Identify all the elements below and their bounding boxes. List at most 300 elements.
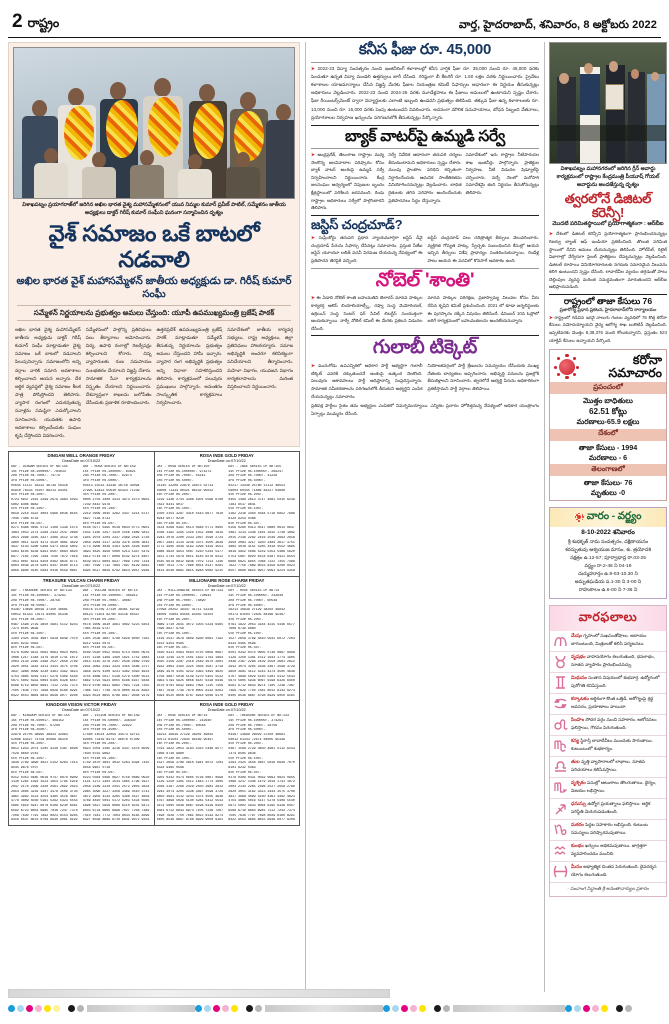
lottery-number-line: 1086 1217 1348 1479 1610 1741 1872 [228,780,295,785]
lottery-number-line: 6592 6723 6854 6985 7016 7247 7378 [11,808,78,813]
print-control-strip [8,989,390,998]
lottery-number-line: 5th Prize Rs.100/- [156,632,192,637]
lottery-number-line: 1129 1250 1381 1512 1643 1774 1905 [228,655,295,660]
lottery-number-line: 02217 13448 25760 37112 48553 [228,483,285,488]
lottery-number-line: 2036 2167 2298 2429 2550 2681 2812 [228,660,295,665]
fee-story [311,42,539,122]
lottery-number-line: 1st Prize Rs.100000/- 374291 [228,718,284,723]
lottery-number-line: 0271 0388 0465 0712 1108 1336 1574 [11,526,78,531]
lottery-number-line: 7953 8087 8214 8350 8492 8635 8771 [11,559,78,564]
lottery-number-line: 2943 3074 3205 3336 3467 3598 3729 [156,789,224,794]
lottery-number-line: 8944 9077 0210 [156,516,184,521]
lottery-number-line: 7596 8627 9758 [156,627,184,632]
lottery-number-line: 4th Prize Rs.200/- [11,493,47,498]
lottery-title: DINGAM WELL ORANGE FRIDAY [47,453,116,459]
lottery-number-line: 59004 60445 71886 83227 94668 [228,488,285,493]
cancer-icon [553,696,568,711]
lottery-number-line: 0923 1054 2185 3216 4347 5478 6509 [82,747,150,752]
lottery-number-line: DAY - KINGDOM SERIES Dr No:155 [11,714,70,719]
justice-headline: జస్టిస్ చంద్రచూడ్? [311,216,403,232]
lottery-number-line: 7498 7629 7750 7881 8012 8143 8274 [156,813,224,818]
lottery-number-line: 52096 63427 74758 85089 96310 [11,737,68,742]
gulabi-story [311,338,539,417]
lottery-number-line: 7608 8739 9860 [228,627,256,632]
lottery-results [8,451,300,826]
lottery-number-line: 3860 4011 4224 4372 4530 4661 4829 [11,540,78,545]
lottery-number-line: 6th Prize Rs.50/- [156,521,190,526]
aries-icon [553,633,568,648]
fee-headline: కనీస ఫీజు రూ. 45,000 [358,41,492,58]
lottery-number-line: 7505 7636 7767 7898 8029 8160 8291 [228,813,295,818]
horoscope-sign-name: మకరం [571,823,586,829]
registration-dots [8,1005,84,1012]
horoscope-sign-name: వృశ్చికం [571,781,588,787]
panchangam-box [549,507,667,599]
backwater-body-col-3: సమావేశంలో ఇరు రాష్ట్రాల నీటిపారుదల శాఖ ఇంజినీర్లు పాల్గొన్నారు. ప్రాజెక్టుల నిర్వహణ, నీటి విడుదల షెడ్యూల్‌పై చర్చించారు. వచ్చే నెలలో మరోసారి సమావేశమై తుది నిర్ణయం తీసుకోనున్నట్లు తెలిపారు. [465,152,539,195]
lottery-number-line: 7239 8442 9478 [82,502,111,507]
panchangam-line: అమృతఘడియ ప.1-30 ని 3-00 ని [574,579,642,585]
panchangam-title: వారం - వర్జ్యం [586,509,642,522]
gulabi-body-col-3: ప్రతిపక్ష పార్టీలు సైతం తమ అభ్యర్థుల ఎంపికలో నిమగ్నమయ్యాయి. ఎన్నికల ప్రచారం హోరెత్తనున్న నేపథ్యంలో అధికార యంత్రాంగం ఏర్పాట్లు ముమ్మరం చేసింది. [311,403,539,416]
lottery-number-line: 50173 61504 72835 84166 95497 [156,737,214,742]
lottery-number-line: 4th Prize Rs.200/- [82,493,118,498]
lottery-number-line: 0148 0277 0395 0518 0644 0773 0901 [82,526,150,531]
lottery-title: TREASURE VULCAN CHARM FRIDAY [42,577,120,583]
lottery-number-line: 0467 1598 2729 3850 4981 5112 6243 [228,747,295,752]
lottery-number-line: 1st Prize Rs.100000/- 485912 [82,594,138,599]
lottery-number-line: 05645 11147 18222 36739 50316 [11,483,68,488]
corona-section-label: దేశంలో [550,429,666,441]
photo-figures [14,48,294,198]
lottery-number-line: 6th Prize Rs.50/- [156,770,190,775]
lottery-number-line: 1st Prize Rs.100000/- 738941 [156,594,212,599]
horoscope-sign-name: మిథునం [571,676,589,682]
lottery-number-line: 7529 8650 9781 [11,751,39,756]
horoscope-title: వారఫలాలు [578,610,638,625]
lottery-number-line: 6588 6719 6850 6981 7112 7243 7374 [11,684,78,689]
lottery-number-line: 8334 9465 0596 [228,641,256,646]
lottery-number-line: 1943 2076 2200 2333 2467 2590 2724 [156,535,224,540]
lottery-number-line: 60123 71454 82785 93116 04447 [82,613,140,618]
lottery-number-line: 7498 7629 7750 7881 8012 8143 8274 [228,688,295,693]
lottery-number-line: 6th Prize Rs.50/- [82,770,117,775]
lottery-title: KINGDOM VISION VICTOR FRIDAY [45,702,117,708]
lottery-series-column [11,465,80,574]
lottery-number-line: DAY - ROSE SERIES Dr No:14 [228,589,280,594]
panchangam-line: వర్జ్యం రా.2-46 ని 04-19 [584,564,632,570]
lottery-number-line: 2058 2189 2310 2441 2572 2603 2834 [82,785,150,790]
justice-story [311,218,539,265]
horoscope-item-text: వృశ్చికం పనుల్లో ఆటంకాలు తొలగుతాయి. ధైర్యం, విజయం లభిస్తాయి. [571,780,657,793]
lottery-number-line: 4th Prize Rs.200/- [82,742,118,747]
lottery-date: DrawDate on:07/10/22 [62,583,101,588]
lottery-number-line: 4819 4952 5086 5219 5353 5486 5620 [228,550,295,555]
lottery-number-line: 6688 6821 6955 7088 7222 7355 7489 [228,559,295,564]
right-column [544,42,667,992]
lottery-date: DrawDate on:07/10/22 [207,458,246,463]
lottery-number-line: 2219 2609 3045 3262 3437 4214 6737 [82,512,150,517]
lottery-number-line: 5674 5805 5936 6067 6198 6329 6450 [156,804,224,809]
lottery-number-line: 2nd Prize Rs.7000/- 30867 [82,598,132,603]
lottery-number-line: 5th Prize Rs.100/- [228,507,264,512]
lottery-number-line: 0178 0309 0431 0562 0693 0824 0955 [11,651,78,656]
lottery-number-line: 3rd Prize Rs.5000/- [82,603,120,608]
lottery-number-line: 3872 3903 4134 4265 4396 4527 4658 [82,794,150,799]
lottery-number-line: 8394 8525 8656 8787 8918 9049 9170 [156,693,224,698]
lottery-number-line: 1130 1261 1392 1523 1654 1785 1916 [11,780,78,785]
lottery-number-line: 3861 3992 4123 4254 4385 4516 4647 [11,794,78,799]
lottery-number-line: 7383 8517 9641 [228,502,256,507]
lottery-number-line: 50012 61343 72674 84005 95336 [228,737,285,742]
lottery-number-line: 4th Prize Rs.200/- [11,742,47,747]
lottery-number-line: 3849 3970 4101 4232 4363 4494 4625 [156,669,224,674]
horoscope-sign-name: కర్కాటకం [571,697,591,703]
lottery-number-line: 1141 1272 1303 1534 1665 1796 1927 [82,780,150,785]
lottery-number-line: 5627 7138 8731 [82,516,111,521]
lottery-number-line: 27098 20252 39447 41711 53238 [156,608,214,613]
lead-subhead: అఖిల భారత వైశ్ మహాసమ్మేళన్ జాతీయ అధ్యక్షుడు డా. గిరీష్ కుమార్ సంఘీ [16,275,292,300]
lottery-number-line: 1st Prize Rs.100000/- 83021 [82,469,136,474]
lottery-number-line: 8557 8690 8824 8957 9091 9224 9358 [228,569,295,574]
lottery-number-line: 3rd Prize Rs.3500/- [11,728,49,733]
state-cases-body: ➤ రాష్ట్రంలో గడిచిన ఇరవై నాలుగు గంటల వ్యవధిలో 76 కొత్త కరోనా కేసులు నమోదయ్యాయని వైద్య ఆరోగ్య శాఖ బులెటిన్ వెల్లడించింది. ఇప్పటివరకు మొత్తం 8,38,376 మంది కోలుకున్నారని, ప్రస్తుతం 524 యాక్టివ్ కేసులు ఉన్నాయని పేర్కొంది. [549,314,667,343]
lottery-number-line: DAY - ROSE SERIES Dr No:14 [156,714,208,719]
lead-subhead-secondary: సమ్మేళన్ నిర్ణయాలను ప్రభుత్వం అమలు చేస్తుంది: యూపీ ఉపముఖ్యమంత్రి బ్రజేష్ పాఠక్ [17,305,291,320]
lottery-series-column [228,714,297,823]
lottery-number-line: 3rd Prize Rs.5000/- [228,603,266,608]
horoscope-sign-name: వృషభం [571,655,587,661]
lottery-number-line: 1st Prize Rs.100000/- 269247 [228,469,284,474]
lottery-number-line: 5671 5802 5933 6064 6195 6326 6457 [228,804,295,809]
registration-dots [195,1005,262,1012]
horoscope-item [550,862,666,883]
lottery-number-line: 4686 4820 4953 5087 5210 5344 5477 [156,550,224,555]
horoscope-sign-name: కన్య [571,739,581,745]
lead-body-col-3: ఉత్తరప్రదేశ్ ఉపముఖ్యమంత్రి బ్రజేష్ పాఠక్ మాట్లాడుతూ సమ్మేళన్ తీసుకున్న నిర్ణయాలను ప్రభుత్వం అమలు చేస్తుందని హామీ ఇచ్చారు. వ్యాపార రంగ అభివృద్ధికి ప్రభుత్వం అన్ని విధాలా సహకరిస్తుందని తెలిపారు. కార్యక్రమంలో పలువురు ప్రముఖులు పాల్గొన్నారు. అనంతరం సాంస్కృతిక కార్యక్రమాలు నిర్వహించారు. [156,326,223,406]
lottery-number-line: 4th Prize Rs.200/- [156,493,192,498]
lottery-number-line: 3rd Prize Rs.5000/- [228,479,266,484]
lottery-number-line: 8422 8553 8684 8815 8946 9077 9208 [11,693,78,698]
lottery-date: DrawDate on:07/10/22 [207,583,246,588]
lottery-number-line: 3773 3906 4038 4161 4295 4428 4560 [82,545,150,550]
lottery-number-line: 7374 8505 9636 [11,627,39,632]
lottery-number-line: 3772 3905 4039 4162 4296 4429 4553 [156,545,224,550]
lottery-number-line: 0201 0342 0474 0605 0736 0867 0998 [228,651,295,656]
lottery-number-line: 0178 0309 0431 0562 0693 0824 0955 [228,775,295,780]
lottery-table [155,701,300,825]
masthead [8,0,661,38]
lottery-number-line: 0000 2703 3400 3414 3974 4273 6903 [82,498,150,502]
lottery-series-column [157,714,226,823]
lottery-series-column [157,465,226,574]
gulabi-body-col-2: నియోజకవర్గంలో పార్టీ శ్రేణులను సమన్వయం చేసేందుకు ముఖ్య నేతలకు బాధ్యతలు అప్పగించారు. అభివృద్ధి పనులను ప్రజల్లోకి తీసుకెళ్లాలని సూచించారు. త్వరలోనే అభ్యర్థి పేరును అధికారికంగా ప్రకటిస్తామని పార్టీ వర్గాలు తెలిపాయి. [427,363,539,391]
lottery-number-line: 2036 2167 2298 2429 2550 2681 2812 [156,785,224,790]
dateline: వార్త, హైదరాబాద్, శనివారం, 8 అక్టోబరు 2022 [458,19,657,31]
lottery-number-line: 16213 16939 27129 38202 49842 [156,733,214,738]
lottery-number-line: 7486 7617 7748 7879 8000 8131 8262 [82,688,150,693]
lottery-series-column [228,589,297,698]
lottery-number-line: 6570 6701 6832 6963 7094 7225 7356 [156,684,224,689]
lottery-number-line: 2954 3085 3216 3347 3478 3509 3730 [11,789,78,794]
justice-body-col-1: ➤ సుప్రీంకోర్టు తదుపరి ప్రధాన న్యాయమూర్తిగా జస్టిస్ డీవై చంద్రచూడ్ పేరును సిఫార్సు చేసినట్లు సమాచారం. ప్రస్తుత సీజేఐ జస్టిస్ యూయూ లలిత్ పదవీ విరమణ చేయనున్న నేపథ్యంలో ఈ ప్రతిపాదన తెరపైకి వచ్చింది. [311,235,423,263]
horoscope-sign-name: మేషం [571,634,584,640]
coronavirus-icon [554,354,580,380]
lottery-number-line: DAY - ROSA SERIES Dr No:159 [82,464,136,469]
lottery-number-line: 2nd Prize Rs.7000/- 60548 [156,723,206,728]
lottery-number-line: 7487 7618 7749 7870 8001 8132 8263 [156,688,224,693]
corona-section-rows: తాజా కేసులు - 1994 మరణాలు - 6 [578,442,638,462]
lottery-number-line: 5671 5802 5933 6064 6195 6326 6457 [11,679,78,684]
lottery-number-line: 2943 3074 3205 3336 3467 3598 3729 [228,665,295,670]
panchangam-header [550,508,666,527]
lottery-number-line: 1032 1165 1297 1420 1556 1689 1812 [82,531,150,536]
scorpio-icon [553,780,568,795]
lottery-number-line: 2nd Prize Rs.7000/- 60548 [228,598,278,603]
libra-icon [553,759,568,774]
lottery-number-line: 2015 2149 2282 2416 2549 2683 2816 [228,535,295,540]
lottery-number-line: DAY - DINGAM SERIES Dr No:155 [11,464,68,469]
lottery-number-line: 8427 8558 8689 8710 8941 9072 9103 [82,818,150,823]
lottery-number-line: 0689 1710 2941 3072 4203 5334 6465 [156,622,224,627]
lottery-number-line: 6th Prize Rs.50/- [156,646,190,651]
lottery-number-line: 4937 5143 5260 5388 5471 5619 5802 [11,545,78,550]
lottery-number-line: 8120 9254 0388 [228,516,256,521]
lottery-number-line: 1st Prize Rs.100000/- 974273 [156,469,212,474]
lottery-number-line: 8405 8536 8667 8798 8929 9050 9181 [228,693,295,698]
horoscope-sign-name: మీనం [571,865,584,871]
lottery-number-line: 2965 3096 3227 3358 3489 3510 3741 [82,789,150,794]
horoscope-sign-name: కుంభం [571,844,585,850]
lottery-number-line: 3rd Prize Rs.5000/- [156,603,194,608]
backwater-body-col-2: సర్వే నివేదిక ఆధారంగా తదుపరి చర్యలు తీసుకుంటామని అధికారులు స్పష్టం చేశారు. ముంపు ప్రాంతాల పరిధిని కచ్చితంగా నిర్ధారించేందుకు ఆధునిక సాంకేతికతను వినియోగించనున్నట్లు వెల్లడించారు. బాధిత రైతులకు తగిన పరిహారం అందించేందుకు ప్రతిపాదనలు సిద్ధం చేస్తున్నారు. [388,152,462,203]
horoscope-item-text: తుల వృత్తి వ్యాపారాలలో లాభాలు. నూతన పరిచయాలు కలిసివస్తాయి. [571,759,646,772]
backwater-headline: బ్యాక్ వాటర్‌పై ఉమ్మడి సర్వే [344,128,505,145]
lottery-number-line: 0723 0937 2161 2299 2979 3984 5493 [11,498,78,502]
lottery-number-line: 4th Prize Rs.200/- [11,617,47,622]
lottery-number-line: 5685 5816 5947 6078 6109 6230 6461 [11,804,78,809]
horoscope-item-text: కర్కాటకం ఆర్థికంగా కొంత ఒత్తిడి. ఆరోగ్యంపై శ్రద్ధ అవసరం, ప్రయాణాలు వాయిదా. [571,696,654,709]
lottery-number-line: 5th Prize Rs.100/- [156,507,192,512]
lottery-number-line: 1527 2658 3789 4810 5941 6072 7203 [228,636,295,641]
lottery-number-line: 7509 7630 7761 7892 8023 8154 8285 [11,813,78,818]
horoscope-item-text: వృషభం వాహనయోగం కలుగుతుంది, ధనలాభం, నూతన వ్యాపారం ప్రారంభించవచ్చు. [571,654,655,667]
lottery-number-line: 6th Prize Rs.50/- [11,646,45,651]
lottery-number-line: 6th Prize Rs.50/- [228,521,262,526]
lottery-number-line: 0212 0353 0485 0616 0747 0878 0909 [11,775,78,780]
leo-icon [553,717,568,732]
lottery-number-line: 3rd Prize Rs.3500/- [82,728,120,733]
lottery-number-line: 0791 1822 2053 3184 4315 5446 6577 [156,747,224,752]
lottery-number-line: 2003 2134 2265 2396 2527 2658 2789 [228,785,295,790]
lottery-number-line: 0223 0364 0496 0627 0758 0889 0910 [82,775,150,780]
lottery-number-line: 2814 2998 3165 3327 3489 3512 3738 [11,535,78,540]
lottery-number-line: 2025 2156 2287 2418 2549 2670 2801 [156,660,224,665]
aquarius-icon [553,843,568,858]
lottery-number-line: 0134 0268 0391 0514 0648 0771 0905 [156,526,224,531]
horoscope-item-text: ధనుస్సు ఉద్యోగ ప్రయత్నాలు ఫలిస్తాయి. ఆర్థిక పరిస్థితి మెరుగుపడుతుంది. [571,801,651,814]
lottery-number-line: DAY - VULCAN SERIES Dr No:14 [82,589,138,594]
lottery-number-line: 8414 8548 8681 8815 8948 9082 9215 [156,569,224,574]
horoscope-item [550,736,666,757]
gray-scale-strip [87,1005,195,1012]
lottery-number-line: 1129 1250 1381 1512 1643 1774 1905 [156,780,224,785]
virgo-icon [553,738,568,753]
lottery-number-line: 4754 4885 5016 5147 5278 5409 5540 [228,799,295,804]
nobel-body-col-2: మానవ హక్కుల పరిరక్షణ, ప్రజాస్వామ్య విలువల కోసం వీరు చేసిన కృషిని కమిటీ ప్రశంసించింది. 2021 లో కూడా జర్నలిస్టులకు ఈ పురస్కారం దక్కిన విషయం తెలిసిందే. డిసెంబర్ 10న ఓస్లోలో జరిగే కార్యక్రమంలో బహుమతులను అందజేయనున్నారు. [427,295,539,324]
registration-dots [565,1005,632,1012]
lottery-number-line: 01145 12209 23879 34873 52713 [156,483,214,488]
lottery-number-line: 2nd Prize Rs.7000/- 41228 [228,474,278,479]
lottery-number-line: 1st Prize Rs.100000/- 242640 [156,718,212,723]
lottery-number-line: 7480 7613 7747 7880 8014 8147 8281 [156,564,224,569]
horoscope-sign-name: ధనుస్సు [571,802,588,808]
lottery-number-line: 3rd Prize Rs.5000/- [156,479,194,484]
folio [12,12,59,34]
left-column [8,42,300,992]
lottery-number-line: 1527 2658 3789 4810 5941 6072 7203 [156,761,224,766]
lottery-number-line: 3848 3979 4100 4231 4362 4493 4624 [82,669,150,674]
lottery-number-line: 8416 8547 8678 8709 8930 9061 9192 [11,818,78,823]
lottery-series-column [228,465,297,574]
lottery-number-line: 85910 76334 76307 88213 94451 [11,488,68,493]
lottery-number-line: 4755 4886 5017 5148 5279 5400 5531 [82,674,150,679]
panchangam-line: శ్రీ శుభకృత్ నామ సంవత్సరం, దక్షిణాయనం [567,540,649,546]
lottery-series-column [11,589,80,698]
horoscope-item [550,694,666,715]
lottery-number-line: 0190 0331 0463 0594 0725 0856 0987 [156,651,224,656]
lottery-number-line: 16213 16939 27129 38202 49842 [228,608,285,613]
lottery-number-line: 0201 0342 0474 0605 0736 0867 0998 [156,775,224,780]
lottery-number-line: 6th Prize Rs.50/- [82,646,117,651]
justice-body-col-2: జస్టిస్ చంద్రచూడ్ పలు చరిత్రాత్మక తీర్పులు వెలువరించారు. వ్యక్తిగత గోప్యత హక్కు, స్వేచ్ఛకు సంబంధించిన కేసుల్లో ఆయన ఇచ్చిన తీర్పులు విశేష ప్రాధాన్యం సంతరించుకున్నాయి. రెండేళ్ల పాటు ఆయన ఈ పదవిలో కొనసాగే అవకాశం ఉంది. [427,235,539,263]
horoscope-item-text: మీనం ఆధ్యాత్మిక చింతన పెరుగుతుంది. దైవదర్శన యోగం కలుగుతుంది. [571,864,657,877]
lottery-number-line: 1107 1238 1369 1490 1621 1752 1883 [82,655,150,660]
lottery-number-line: 1294 2425 3556 4687 5818 6949 7070 [228,761,295,766]
lottery-number-line: 1st Prize Rs.100000/- 242640 [228,594,284,599]
lottery-number-line: 3rd Prize Rs.5000/- [228,728,266,733]
lottery-number-line: 32978 21705 38995 36824 42963 [11,733,68,738]
lottery-number-line: 4th Prize Rs.200/- [228,617,264,622]
state-cases-headline: రాష్ట్రంలో తాజా కేసులు 76 [563,296,653,307]
lottery-number-line: 1182 2316 3450 4584 5718 6852 7986 [228,512,295,517]
lead-body [13,323,295,442]
lottery-number-line: 0618 2218 4322 4003 5966 6036 6545 [11,512,78,517]
lead-body-col-2: సమ్మేళనంలో పాల్గొన్న ప్రతినిధులు పలు తీర్మానాలు ఆమోదించారు. విద్య, ఉపాధి రంగాల్లో రిజర్వేషన్లు కల్పించాలని కోరారు. చిన్న వ్యాపారులకు రుణ సదుపాయం సులభతరం చేయాలని విజ్ఞప్తి చేశారు. సామాజిక సేవా కార్యక్రమాలను విస్తృతం చేయాలని నిర్ణయించారు. దేశవ్యాప్తంగా శాఖలను బలోపేతం చేసేందుకు ప్రణాళిక రూపొందించారు. [85,326,152,406]
lottery-number-line: 62085 73416 84747 96078 07309 [82,737,140,742]
lottery-number-line: 7510 7641 7772 7803 8034 8165 8296 [82,813,150,818]
lottery-number-line: 1st Prize Rs.100000/- 374291 [11,594,66,599]
lottery-date: DrawDate on:07/10/22 [62,458,101,463]
lottery-number-line: 4th Prize Rs.200/- [228,742,264,747]
horoscope-item-text: మిథునం సంతాన విషయంలో శుభవార్త. ఉద్యోగంలో పురోగతి కనిపిస్తుంది. [571,675,660,688]
lottery-number-line: 2920 3051 3182 3313 3444 3575 3706 [11,665,78,670]
lottery-number-line: 1st Prize Rs.100000/- 784034 [11,469,66,474]
lottery-number-line: 2nd Prize Rs.7000/- 74779 [11,474,60,479]
lottery-number-line: 0578 1609 2830 3961 4092 5223 6354 [82,622,150,627]
lottery-number-line: 0189 0320 0452 0583 0714 0845 0976 [82,651,150,656]
lottery-number-line: 4th Prize Rs.200/- [82,617,118,622]
lottery-number-line: 5753 5887 6020 6154 6287 6421 6554 [228,554,295,559]
lottery-number-line: 5662 5793 5924 6055 6186 6317 6448 [82,679,150,684]
sun-icon [575,513,584,522]
nobel-headline: నోబెల్ 'శాంతి' [375,269,475,291]
horoscope-item [550,652,666,673]
lottery-number-line: 3rd Prize Rs.5000/- [11,479,49,484]
horoscope-item [550,820,666,841]
state-cases-story [549,297,667,344]
lottery-number-line: 6th Prize Rs.50/- [11,521,45,526]
lottery-number-line: 5963 6104 6238 6391 6507 6684 6820 [11,550,78,555]
lead-body-col-1: అఖిల భారత వైశ్య మహాసమ్మేళన్ జాతీయ అధ్యక్షుడు డాక్టర్ గిరీష్ కుమార్ సంఘీ మాట్లాడుతూ వైశ్య సమాజం ఒకే బాటలో నడవాలని పిలుపునిచ్చారు. సమాజంలోని అన్ని వర్గాల వారికి సమాన అవకాశాలు కల్పించాలని ఆయన అన్నారు. దేశ ఆర్థిక వ్యవస్థలో వైశ్య సమాజం కీలక పాత్ర పోషిస్తోందని తెలిపారు. వ్యాపార రంగంలో ఎదురవుతున్న సవాళ్లను సమష్టిగా ఎదుర్కోవాలని సూచించారు. యువతకు ఉపాధి అవకాశాలు కల్పించేందుకు సంఘం కృషి చేస్తోందని వివరించారు. [15,326,81,438]
horoscope-item-text: మకరం పెద్దల సహకారం లభిస్తుంది. కుటుంబ సమస్యలు పరిష్కారమవుతాయి. [571,822,648,835]
lottery-title: MILLIONAIRE ROSE CHARM FRIDAY [189,577,265,583]
lottery-number-line: DAY - TREASURE SERIES Dr No:133 [228,714,289,719]
lottery-number-line: 6th Prize Rs.50/- [82,521,117,526]
lottery-number-line: 4th Prize Rs.200/- [228,493,264,498]
lottery-number-line: 2858 2984 3117 3249 3376 3508 3641 [82,540,150,545]
lottery-series-column [83,589,152,698]
panchangam-line: శరద్బుతువు ఆశ్వయుజ మాసం, శు. త్రయోదశి [564,548,652,554]
lottery-number-line: 8405 8536 8667 8798 8929 9050 9181 [156,818,224,823]
lottery-number-line: 04413 15533 33336 16718 34094 [82,483,140,488]
lottery-number-line: DAY - INDE SERIES Dr No:155 [228,464,282,469]
lottery-number-line: 8904 9036 9178 9301 9447 9580 9713 [11,564,78,569]
horoscope-header [550,606,666,631]
lottery-number-line: 4767 4898 5029 5140 5281 5412 5543 [156,799,224,804]
capricorn-icon [553,822,568,837]
lottery-number-line: 8556 9687 0718 [82,766,111,771]
lottery-number-line: 5th Prize Rs.100/- [11,756,47,761]
lottery-table [9,452,155,576]
page-number: 2 [12,11,23,32]
horoscope-item [550,673,666,694]
lottery-number-line: 0791 1822 2053 3184 4315 5446 6577 [228,622,295,627]
section-label: రాష్ట్రం [27,16,60,30]
lottery-number-line: 5696 5827 5958 6089 6110 6241 6472 [82,804,150,809]
lottery-number-line: 4789 4810 5041 5172 5203 5434 5565 [82,799,150,804]
lottery-number-line: 6581 6712 6843 6974 7105 7236 7367 [156,808,224,813]
lead-story [8,42,300,447]
page-grid [8,41,667,992]
lottery-number-line: 0355 1489 2613 3747 4881 5015 6249 [228,498,295,502]
lottery-number-line: 8545 9676 0707 [11,766,39,771]
corona-box-title: కరోనా సమాచారం [608,353,662,381]
lottery-number-line: 4778 4809 5030 5161 5292 5423 5554 [11,799,78,804]
lottery-number-line: 6th Prize Rs.50/- [228,646,262,651]
horoscope-sign-name: సింహం [571,718,586,724]
lottery-number-line: 3837 3968 4099 4230 4361 4492 4623 [11,669,78,674]
lottery-number-line: 0219 1336 2744 3388 4201 5566 6790 [156,498,224,502]
lottery-title: ROSA INDE GOLD FRIDAY [199,702,254,708]
lottery-number-line: 1020 2154 3287 4410 5543 6677 7810 [156,512,224,517]
corona-box-header [550,350,666,382]
award-ceremony-photo [549,42,667,164]
gulabi-headline: గులాబీ టిక్కెట్ [372,337,478,359]
lottery-number-line: 5674 5805 5936 6067 6198 6329 6450 [228,679,295,684]
corona-info-box [549,349,667,501]
lottery-number-line: 8334 9465 0596 [156,766,184,771]
lottery-number-line: 2nd Prize Rs.7000/- 32922 [82,723,132,728]
color-registration-bar [0,1002,669,1014]
digital-deck: మొదటి పరిమితస్థాయిలో ప్రయోగాత్మకంగా : ఆర్‌బీఐ [552,221,664,228]
lottery-number-line: 1118 1249 1370 1501 1632 1763 1894 [156,655,224,660]
lottery-number-line: 0467 1598 2729 3850 4981 5112 6243 [11,622,78,627]
lottery-number-line: 4767 4898 5029 5140 5281 5412 5543 [228,674,295,679]
nobel-body-col-1: ➤ ఈ ఏడాది నోబెల్ శాంతి బహుమతిని బెలారస్ మానవ హక్కుల కార్యకర్త అలెస్ బియాలియాట్స్కీ, రష్యా సంస్థ మెమోరియల్, ఉక్రెయిన్ సంస్థ సెంటర్ ఫర్ సివిల్ లిబర్టీస్ సంయుక్తంగా అందుకున్నాయి. నార్వే నోబెల్ కమిటీ ఈ మేరకు ప్రకటన విడుదల చేసింది. [311,295,423,331]
lottery-number-line: 1081 1214 1348 1481 1615 1748 1882 [228,531,295,536]
fee-body: ➤ 2022-23 విద్యా సంవత్సరం నుంచి ఇంజినీరింగ్ కళాశాలల్లో కనీస వార్షిక ఫీజు రూ. 35,000 నుంచి రూ. 45,000 వరకు పెంచుతూ ఉన్నత విద్యా మండలి ఉత్తర్వులు జారీ చేసింది. గరిష్ఠంగా బీ కేటగిరీ రూ. 1.60 లక్షల వరకు నిర్ణయించారు. ప్రైవేటు కళాశాలల యాజమాన్యాలు చేసిన విజ్ఞప్తి మేరకు ఫీజుల నియంత్రణ కమిటీ సిఫార్సుల ఆధారంగా ఈ నిర్ణయం తీసుకున్నట్లు అధికారులు వెల్లడించారు. 2022-23 నుంచి 2024-25 వరకు మూడేళ్లపాటు ఈ ఫీజులు అమలులో ఉంటాయని స్పష్టం చేశారు. ఫీజు రీయింబర్స్‌మెంట్ ద్వారా విద్యార్థులకు ఎలాంటి ఇబ్బంది ఉండదని ప్రభుత్వం తెలిపింది. తక్కువ ఫీజు ఉన్న కళాశాలలకు రూ. 13,000 నుంచి రూ. 15,000 వరకు పెంపు ఉంటుందని వివరించారు. అదనంగా మౌలిక సదుపాయాలు, బోధన సిబ్బంది వేతనాలు, ప్రయోగశాలల నిర్వహణ ఖర్చులను పరిగణనలోకి తీసుకున్నట్లు పేర్కొన్నారు. [311,65,539,120]
lottery-series-column [83,465,152,574]
